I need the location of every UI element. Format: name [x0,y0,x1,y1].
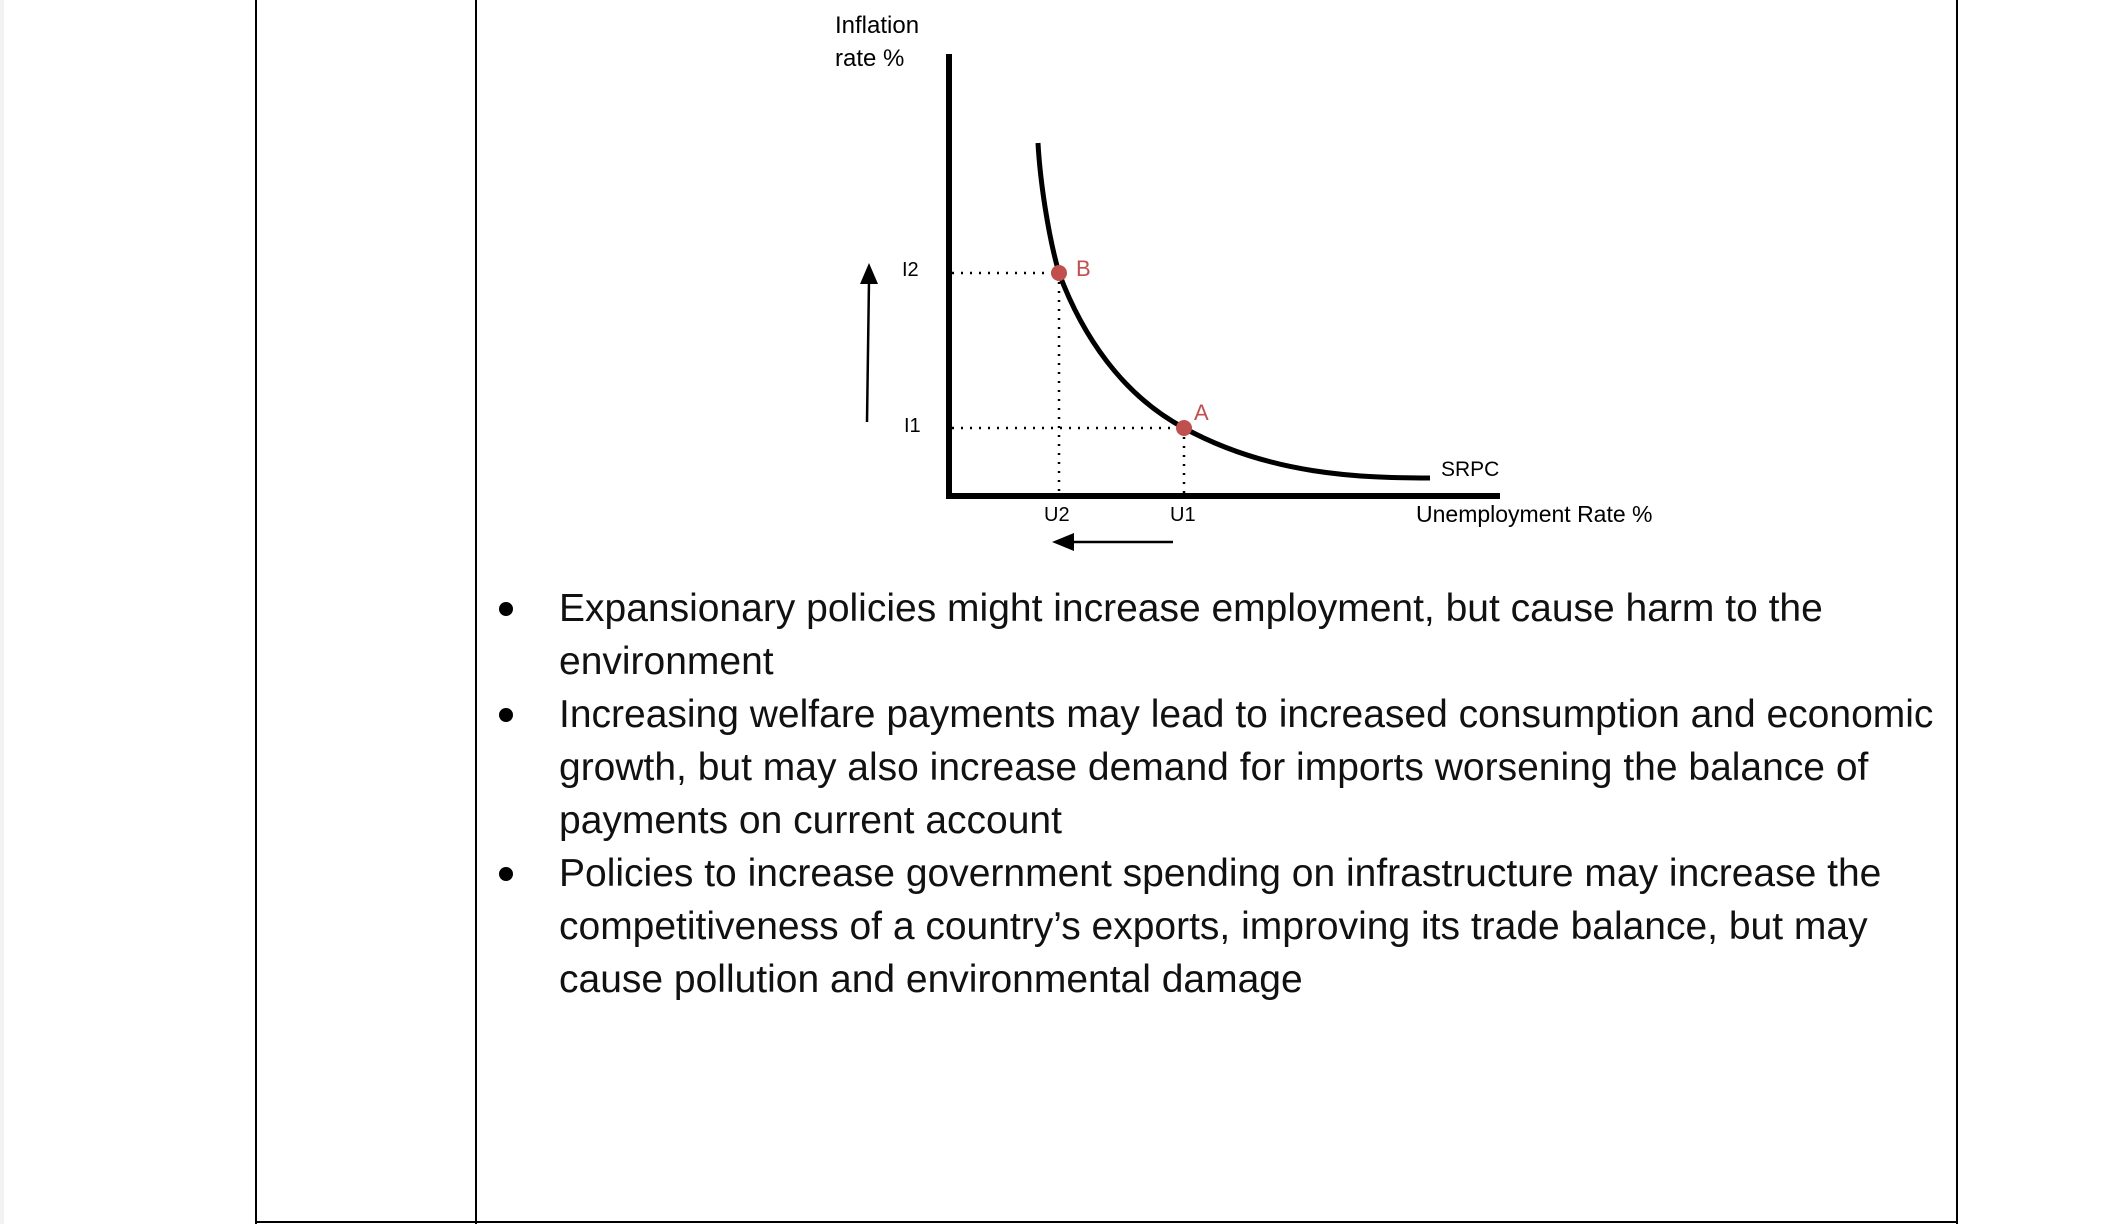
bullet-icon [499,708,513,722]
left-arrow-icon [1052,533,1074,551]
x-tick-u2: U2 [1044,504,1070,526]
bullet-list [475,582,1945,1006]
x-axis-label: Unemployment Rate % [1416,501,1653,527]
table-border-bottom [255,1221,1958,1223]
up-arrow-icon [860,263,878,284]
x-tick-u1: U1 [1170,504,1196,526]
bullet-icon [499,867,513,881]
y-axis-label-line2: rate % [835,45,905,72]
list-item-text: Policies to increase government spending on infrastructure may increase the competitiveness of a country’s exports, improving its trade balance, but may cause pollution and environmental damage [559,852,1882,1001]
list-item [475,688,1945,847]
y-tick-i1: I1 [904,415,921,437]
phillips-curve-diagram [800,0,1700,565]
phillips-curve-svg [800,0,1700,565]
table-border-right [1956,0,1958,1224]
point-b-label: B [1076,256,1091,281]
list-item-text: Increasing welfare payments may lead to increased consumption and economic growth, but may also increase demand for imports worsening the balance of payments on current account [559,693,1934,842]
point-b-marker [1051,265,1067,281]
list-item [475,582,1945,688]
list-item [475,847,1945,1006]
point-a-marker [1176,420,1192,436]
list-item-text: Expansionary policies might increase employment, but cause harm to the environment [559,587,1823,683]
up-arrow-shaft [867,280,869,422]
srpc-label: SRPC [1441,458,1500,481]
y-axis-label-line1: Inflation [835,12,920,39]
y-tick-i2: I2 [902,259,919,281]
point-a-label: A [1194,400,1209,425]
table-border-left [255,0,257,1224]
bullet-icon [499,602,513,616]
